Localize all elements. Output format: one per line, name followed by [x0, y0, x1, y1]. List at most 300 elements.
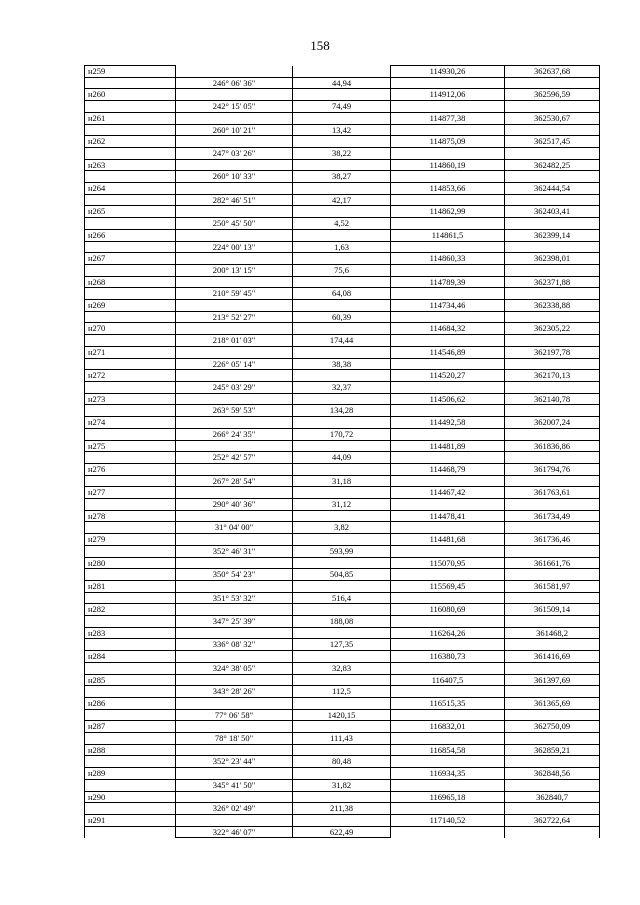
- point-x: 114862,99: [391, 206, 505, 218]
- point-x: 114492,58: [391, 417, 505, 429]
- empty-cell: [293, 417, 391, 429]
- point-x: 114853,66: [391, 183, 505, 195]
- empty-cell: [505, 616, 600, 628]
- empty-cell: [391, 264, 505, 276]
- point-y: 361736,46: [505, 534, 600, 546]
- empty-cell: [505, 686, 600, 698]
- empty-cell: [391, 311, 505, 323]
- empty-cell: [293, 674, 391, 686]
- empty-cell: [505, 147, 600, 159]
- empty-cell: [85, 241, 176, 253]
- empty-cell: [505, 77, 600, 89]
- segment-row: [85, 756, 600, 768]
- empty-cell: [293, 604, 391, 616]
- segment-length: 74,49: [293, 101, 391, 113]
- empty-cell: [293, 346, 391, 358]
- point-x: 114860,33: [391, 253, 505, 265]
- empty-cell: [505, 381, 600, 393]
- empty-cell: [505, 428, 600, 440]
- empty-cell: [176, 651, 293, 663]
- segment-angle: 352° 23' 44": [176, 756, 293, 768]
- point-x: 114478,41: [391, 510, 505, 522]
- empty-cell: [176, 580, 293, 592]
- segment-angle: 347° 25' 39": [176, 616, 293, 628]
- empty-cell: [391, 171, 505, 183]
- empty-cell: [85, 569, 176, 581]
- point-x: 114481,68: [391, 534, 505, 546]
- segment-angle: 245° 03' 29": [176, 381, 293, 393]
- segment-angle: 352° 46' 31": [176, 545, 293, 557]
- segment-row: [85, 826, 600, 838]
- empty-cell: [85, 592, 176, 604]
- empty-cell: [176, 674, 293, 686]
- segment-row: [85, 241, 600, 253]
- segment-length: 211,38: [293, 803, 391, 815]
- empty-cell: [85, 756, 176, 768]
- empty-cell: [176, 112, 293, 124]
- point-id: н276: [85, 463, 176, 475]
- empty-cell: [293, 136, 391, 148]
- point-y: 361836,86: [505, 440, 600, 452]
- segment-angle: 200° 13' 15": [176, 264, 293, 276]
- empty-cell: [293, 815, 391, 827]
- empty-cell: [505, 499, 600, 511]
- empty-cell: [505, 335, 600, 347]
- coordinates-table-body: [85, 66, 600, 838]
- point-y: 362007,24: [505, 417, 600, 429]
- point-y: 362859,21: [505, 744, 600, 756]
- empty-cell: [391, 756, 505, 768]
- empty-cell: [176, 206, 293, 218]
- empty-cell: [505, 733, 600, 745]
- segment-row: [85, 733, 600, 745]
- segment-row: [85, 147, 600, 159]
- empty-cell: [391, 826, 505, 838]
- empty-cell: [391, 686, 505, 698]
- segment-row: [85, 405, 600, 417]
- segment-angle: 226° 05' 14": [176, 358, 293, 370]
- point-x: 116832,01: [391, 721, 505, 733]
- point-x: 114520,27: [391, 370, 505, 382]
- segment-length: 44,94: [293, 77, 391, 89]
- empty-cell: [293, 651, 391, 663]
- point-x: 114468,79: [391, 463, 505, 475]
- empty-cell: [85, 101, 176, 113]
- empty-cell: [505, 662, 600, 674]
- empty-cell: [85, 522, 176, 534]
- point-id: н288: [85, 744, 176, 756]
- empty-cell: [505, 709, 600, 721]
- segment-angle: 78° 18' 50": [176, 733, 293, 745]
- point-id: н275: [85, 440, 176, 452]
- point-y: 362305,22: [505, 323, 600, 335]
- point-id: н281: [85, 580, 176, 592]
- point-x: 117140,52: [391, 815, 505, 827]
- empty-cell: [505, 803, 600, 815]
- empty-cell: [85, 171, 176, 183]
- segment-length: 64,08: [293, 288, 391, 300]
- empty-cell: [85, 616, 176, 628]
- empty-cell: [293, 791, 391, 803]
- empty-cell: [391, 428, 505, 440]
- empty-cell: [293, 66, 391, 78]
- point-row: [85, 651, 600, 663]
- empty-cell: [391, 499, 505, 511]
- empty-cell: [505, 358, 600, 370]
- point-y: 362637,68: [505, 66, 600, 78]
- empty-cell: [505, 288, 600, 300]
- segment-length: 60,39: [293, 311, 391, 323]
- segment-row: [85, 428, 600, 440]
- empty-cell: [391, 522, 505, 534]
- segment-row: [85, 77, 600, 89]
- empty-cell: [505, 522, 600, 534]
- point-y: 361397,69: [505, 674, 600, 686]
- segment-angle: 350° 54' 23": [176, 569, 293, 581]
- empty-cell: [176, 136, 293, 148]
- point-id: н270: [85, 323, 176, 335]
- point-row: [85, 370, 600, 382]
- empty-cell: [176, 815, 293, 827]
- point-row: [85, 815, 600, 827]
- empty-cell: [85, 405, 176, 417]
- segment-angle: 351° 53' 32": [176, 592, 293, 604]
- segment-row: [85, 101, 600, 113]
- empty-cell: [85, 709, 176, 721]
- segment-angle: 290° 40' 36": [176, 499, 293, 511]
- empty-cell: [176, 300, 293, 312]
- point-row: [85, 346, 600, 358]
- segment-angle: 250° 45' 50": [176, 218, 293, 230]
- empty-cell: [176, 66, 293, 78]
- segment-row: [85, 335, 600, 347]
- empty-cell: [293, 253, 391, 265]
- empty-cell: [176, 183, 293, 195]
- point-y: 362722,64: [505, 815, 600, 827]
- empty-cell: [505, 545, 600, 557]
- empty-cell: [391, 779, 505, 791]
- point-y: 362482,25: [505, 159, 600, 171]
- segment-row: [85, 709, 600, 721]
- empty-cell: [176, 440, 293, 452]
- empty-cell: [176, 229, 293, 241]
- point-id: н283: [85, 627, 176, 639]
- empty-cell: [176, 487, 293, 499]
- segment-angle: 267° 28' 54": [176, 475, 293, 487]
- empty-cell: [176, 346, 293, 358]
- point-x: 114734,46: [391, 300, 505, 312]
- segment-length: 31,82: [293, 779, 391, 791]
- point-x: 114875,09: [391, 136, 505, 148]
- segment-row: [85, 592, 600, 604]
- empty-cell: [293, 463, 391, 475]
- point-y: 361365,69: [505, 697, 600, 709]
- segment-row: [85, 381, 600, 393]
- segment-row: [85, 311, 600, 323]
- empty-cell: [176, 697, 293, 709]
- empty-cell: [85, 779, 176, 791]
- empty-cell: [391, 381, 505, 393]
- empty-cell: [85, 264, 176, 276]
- empty-cell: [293, 557, 391, 569]
- point-row: [85, 300, 600, 312]
- empty-cell: [85, 335, 176, 347]
- point-id: н268: [85, 276, 176, 288]
- point-row: [85, 744, 600, 756]
- empty-cell: [293, 510, 391, 522]
- coordinates-table: [84, 65, 600, 838]
- segment-row: [85, 616, 600, 628]
- empty-cell: [85, 662, 176, 674]
- segment-row: [85, 475, 600, 487]
- point-y: 362517,45: [505, 136, 600, 148]
- point-id: н267: [85, 253, 176, 265]
- point-row: [85, 534, 600, 546]
- empty-cell: [85, 803, 176, 815]
- point-x: 114684,32: [391, 323, 505, 335]
- point-x: 114861,5: [391, 229, 505, 241]
- empty-cell: [505, 569, 600, 581]
- segment-length: 622,49: [293, 826, 391, 838]
- empty-cell: [505, 194, 600, 206]
- point-row: [85, 440, 600, 452]
- segment-row: [85, 545, 600, 557]
- empty-cell: [391, 288, 505, 300]
- segment-angle: 210° 59' 45": [176, 288, 293, 300]
- point-id: н262: [85, 136, 176, 148]
- empty-cell: [391, 709, 505, 721]
- point-x: 114860,19: [391, 159, 505, 171]
- empty-cell: [176, 721, 293, 733]
- point-row: [85, 627, 600, 639]
- empty-cell: [176, 323, 293, 335]
- empty-cell: [391, 147, 505, 159]
- empty-cell: [85, 288, 176, 300]
- point-row: [85, 557, 600, 569]
- point-y: 362170,13: [505, 370, 600, 382]
- empty-cell: [505, 779, 600, 791]
- empty-cell: [85, 475, 176, 487]
- point-row: [85, 229, 600, 241]
- point-x: 114789,39: [391, 276, 505, 288]
- point-x: 116264,26: [391, 627, 505, 639]
- point-y: 362338,88: [505, 300, 600, 312]
- point-y: 362371,88: [505, 276, 600, 288]
- point-y: 362399,14: [505, 229, 600, 241]
- point-row: [85, 721, 600, 733]
- point-id: н261: [85, 112, 176, 124]
- point-id: н273: [85, 393, 176, 405]
- empty-cell: [505, 639, 600, 651]
- segment-row: [85, 194, 600, 206]
- segment-angle: 324° 38' 05": [176, 662, 293, 674]
- point-row: [85, 487, 600, 499]
- empty-cell: [176, 417, 293, 429]
- segment-length: 1420,15: [293, 709, 391, 721]
- empty-cell: [391, 218, 505, 230]
- segment-row: [85, 803, 600, 815]
- point-y: 362848,56: [505, 768, 600, 780]
- segment-row: [85, 171, 600, 183]
- point-x: 115569,45: [391, 580, 505, 592]
- empty-cell: [391, 639, 505, 651]
- segment-angle: 242° 15' 05": [176, 101, 293, 113]
- point-y: 362444,54: [505, 183, 600, 195]
- segment-length: 516,4: [293, 592, 391, 604]
- empty-cell: [176, 557, 293, 569]
- empty-cell: [176, 768, 293, 780]
- point-id: н271: [85, 346, 176, 358]
- segment-length: 32,37: [293, 381, 391, 393]
- segment-length: 188,08: [293, 616, 391, 628]
- point-id: н274: [85, 417, 176, 429]
- empty-cell: [391, 803, 505, 815]
- point-row: [85, 136, 600, 148]
- point-y: 362140,78: [505, 393, 600, 405]
- empty-cell: [176, 159, 293, 171]
- empty-cell: [176, 791, 293, 803]
- segment-angle: 218° 01' 03": [176, 335, 293, 347]
- segment-length: 38,27: [293, 171, 391, 183]
- empty-cell: [391, 358, 505, 370]
- point-id: н279: [85, 534, 176, 546]
- point-y: 361509,14: [505, 604, 600, 616]
- empty-cell: [505, 101, 600, 113]
- point-id: н282: [85, 604, 176, 616]
- empty-cell: [293, 744, 391, 756]
- empty-cell: [85, 499, 176, 511]
- empty-cell: [293, 159, 391, 171]
- point-id: н263: [85, 159, 176, 171]
- segment-angle: 322° 46' 07": [176, 826, 293, 838]
- empty-cell: [293, 206, 391, 218]
- point-id: н291: [85, 815, 176, 827]
- empty-cell: [293, 89, 391, 101]
- point-id: н289: [85, 768, 176, 780]
- empty-cell: [391, 452, 505, 464]
- segment-angle: 247° 03' 26": [176, 147, 293, 159]
- segment-row: [85, 639, 600, 651]
- segment-angle: 263° 59' 53": [176, 405, 293, 417]
- segment-angle: 345° 41' 50": [176, 779, 293, 791]
- segment-row: [85, 218, 600, 230]
- empty-cell: [505, 311, 600, 323]
- point-id: н272: [85, 370, 176, 382]
- empty-cell: [176, 744, 293, 756]
- point-x: 114467,42: [391, 487, 505, 499]
- segment-angle: 260° 10' 33": [176, 171, 293, 183]
- empty-cell: [85, 452, 176, 464]
- empty-cell: [391, 335, 505, 347]
- segment-length: 32,83: [293, 662, 391, 674]
- empty-cell: [391, 545, 505, 557]
- empty-cell: [85, 639, 176, 651]
- segment-length: 3,82: [293, 522, 391, 534]
- empty-cell: [505, 452, 600, 464]
- empty-cell: [505, 826, 600, 838]
- point-y: 362398,01: [505, 253, 600, 265]
- segment-length: 127,35: [293, 639, 391, 651]
- segment-length: 170,72: [293, 428, 391, 440]
- segment-angle: 77° 06' 58": [176, 709, 293, 721]
- point-y: 361416,69: [505, 651, 600, 663]
- point-row: [85, 253, 600, 265]
- empty-cell: [391, 616, 505, 628]
- segment-length: 75,6: [293, 264, 391, 276]
- segment-angle: 213° 52' 27": [176, 311, 293, 323]
- empty-cell: [505, 592, 600, 604]
- empty-cell: [293, 393, 391, 405]
- empty-cell: [293, 721, 391, 733]
- empty-cell: [391, 733, 505, 745]
- point-x: 116515,35: [391, 697, 505, 709]
- empty-cell: [293, 323, 391, 335]
- point-row: [85, 768, 600, 780]
- point-x: 116854,58: [391, 744, 505, 756]
- point-id: н280: [85, 557, 176, 569]
- empty-cell: [505, 171, 600, 183]
- point-x: 115070,95: [391, 557, 505, 569]
- empty-cell: [293, 300, 391, 312]
- segment-length: 1,63: [293, 241, 391, 253]
- point-row: [85, 159, 600, 171]
- segment-length: 112,5: [293, 686, 391, 698]
- empty-cell: [176, 463, 293, 475]
- point-row: [85, 674, 600, 686]
- empty-cell: [505, 475, 600, 487]
- segment-length: 504,85: [293, 569, 391, 581]
- empty-cell: [176, 253, 293, 265]
- segment-angle: 224° 00' 13": [176, 241, 293, 253]
- segment-angle: 343° 28' 26": [176, 686, 293, 698]
- empty-cell: [293, 697, 391, 709]
- segment-row: [85, 288, 600, 300]
- point-y: 361734,49: [505, 510, 600, 522]
- point-x: 114930,26: [391, 66, 505, 78]
- point-x: 116407,5: [391, 674, 505, 686]
- segment-length: 4,52: [293, 218, 391, 230]
- segment-length: 174,44: [293, 335, 391, 347]
- point-row: [85, 510, 600, 522]
- empty-cell: [293, 183, 391, 195]
- point-y: 361763,61: [505, 487, 600, 499]
- point-id: н260: [85, 89, 176, 101]
- segment-row: [85, 452, 600, 464]
- point-row: [85, 417, 600, 429]
- segment-row: [85, 499, 600, 511]
- point-x: 116380,73: [391, 651, 505, 663]
- empty-cell: [293, 229, 391, 241]
- point-x: 114481,89: [391, 440, 505, 452]
- point-id: н290: [85, 791, 176, 803]
- empty-cell: [176, 510, 293, 522]
- point-row: [85, 66, 600, 78]
- point-y: 361468,2: [505, 627, 600, 639]
- empty-cell: [391, 77, 505, 89]
- empty-cell: [85, 381, 176, 393]
- empty-cell: [176, 627, 293, 639]
- empty-cell: [505, 756, 600, 768]
- point-y: 362840,7: [505, 791, 600, 803]
- empty-cell: [391, 662, 505, 674]
- point-row: [85, 393, 600, 405]
- point-row: [85, 112, 600, 124]
- segment-row: [85, 522, 600, 534]
- empty-cell: [505, 405, 600, 417]
- empty-cell: [293, 276, 391, 288]
- segment-angle: 266° 24' 35": [176, 428, 293, 440]
- point-row: [85, 183, 600, 195]
